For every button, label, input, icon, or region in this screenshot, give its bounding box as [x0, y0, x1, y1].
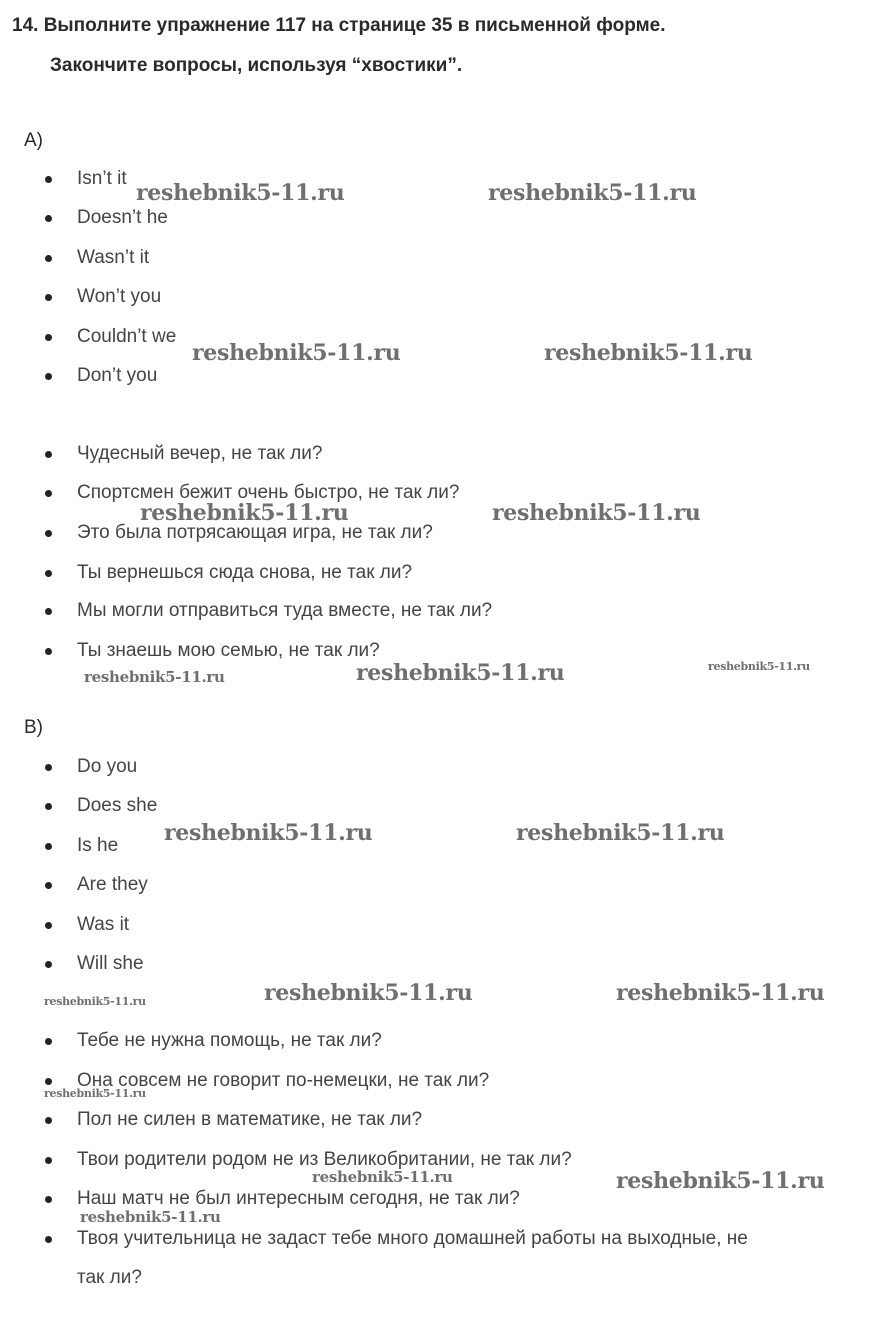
bullet-icon	[45, 1038, 52, 1045]
bullet-icon	[45, 1236, 52, 1243]
tag-item: Will she	[77, 953, 144, 974]
bullet-icon	[45, 255, 52, 262]
bullet-icon	[45, 764, 52, 771]
bullet-icon	[45, 570, 52, 577]
translation-item: Наш матч не был интересным сегодня, не так ли?	[77, 1188, 520, 1209]
bullet-icon	[45, 608, 52, 615]
tag-item: Wasn’t it	[77, 247, 150, 268]
watermark: reshebnik5-11.ru	[516, 820, 725, 846]
tag-item: Does she	[77, 795, 158, 816]
watermark: reshebnik5-11.ru	[616, 980, 825, 1006]
tag-item: Are they	[77, 874, 148, 895]
watermark: reshebnik5-11.ru	[136, 180, 345, 206]
tag-item: Won’t you	[77, 286, 162, 307]
bullet-icon	[45, 961, 52, 968]
watermark: reshebnik5-11.ru	[44, 1087, 146, 1100]
translation-item: Твои родители родом не из Великобритании, не так ли?	[77, 1149, 572, 1170]
task-title: 14. Выполните упражнение 117 на странице 35 в письменной форме.	[12, 15, 666, 36]
bullet-icon	[45, 451, 52, 458]
bullet-icon	[45, 882, 52, 889]
watermark: reshebnik5-11.ru	[44, 995, 146, 1008]
watermark: reshebnik5-11.ru	[488, 180, 697, 206]
translation-item: Это была потрясающая игра, не так ли?	[77, 522, 433, 543]
translation-item: Тебе не нужна помощь, не так ли?	[77, 1030, 382, 1051]
bullet-icon	[45, 1078, 52, 1085]
bullet-icon	[45, 294, 52, 301]
translation-item: Пол не силен в математике, не так ли?	[77, 1109, 423, 1130]
tag-item: Doesn’t he	[77, 207, 168, 228]
watermark: reshebnik5-11.ru	[544, 340, 753, 366]
watermark: reshebnik5-11.ru	[80, 1208, 221, 1226]
watermark: reshebnik5-11.ru	[264, 980, 473, 1006]
tag-item: Do you	[77, 756, 138, 777]
bullet-icon	[45, 176, 52, 183]
bullet-icon	[45, 1157, 52, 1164]
translation-item: Мы могли отправиться туда вместе, не так ли?	[77, 600, 493, 621]
bullet-icon	[45, 530, 52, 537]
translation-item: Твоя учительница не задаст тебе много домашней работы на выходные, не	[77, 1228, 748, 1249]
bullet-icon	[45, 334, 52, 341]
translation-item-continued: так ли?	[77, 1267, 142, 1288]
watermark: reshebnik5-11.ru	[164, 820, 373, 846]
translation-item: Спортсмен бежит очень быстро, не так ли?	[77, 482, 460, 503]
bullet-icon	[45, 843, 52, 850]
bullet-icon	[45, 922, 52, 929]
section-a-label: A)	[24, 130, 43, 151]
watermark: reshebnik5-11.ru	[616, 1168, 825, 1194]
watermark: reshebnik5-11.ru	[356, 660, 565, 686]
translation-item: Чудесный вечер, не так ли?	[77, 443, 323, 464]
tag-item: Couldn’t we	[77, 326, 177, 347]
section-b-label: B)	[24, 717, 43, 738]
bullet-icon	[45, 490, 52, 497]
tag-item: Is he	[77, 835, 119, 856]
bullet-icon	[45, 215, 52, 222]
bullet-icon	[45, 373, 52, 380]
translation-item: Ты знаешь мою семью, не так ли?	[77, 640, 380, 661]
watermark: reshebnik5-11.ru	[312, 1168, 453, 1186]
translation-item: Ты вернешься сюда снова, не так ли?	[77, 562, 413, 583]
translation-item: Она совсем не говорит по-немецки, не так ли?	[77, 1070, 490, 1091]
task-subtitle: Закончите вопросы, используя “хвостики”.	[50, 55, 463, 76]
bullet-icon	[45, 803, 52, 810]
watermark: reshebnik5-11.ru	[140, 500, 349, 526]
tag-item: Isn’t it	[77, 168, 127, 189]
tag-item: Was it	[77, 914, 130, 935]
bullet-icon	[45, 648, 52, 655]
watermark: reshebnik5-11.ru	[492, 500, 701, 526]
watermark: reshebnik5-11.ru	[84, 668, 225, 686]
bullet-icon	[45, 1117, 52, 1124]
watermark: reshebnik5-11.ru	[192, 340, 401, 366]
tag-item: Don’t you	[77, 365, 158, 386]
bullet-icon	[45, 1196, 52, 1203]
watermark: reshebnik5-11.ru	[708, 660, 810, 673]
